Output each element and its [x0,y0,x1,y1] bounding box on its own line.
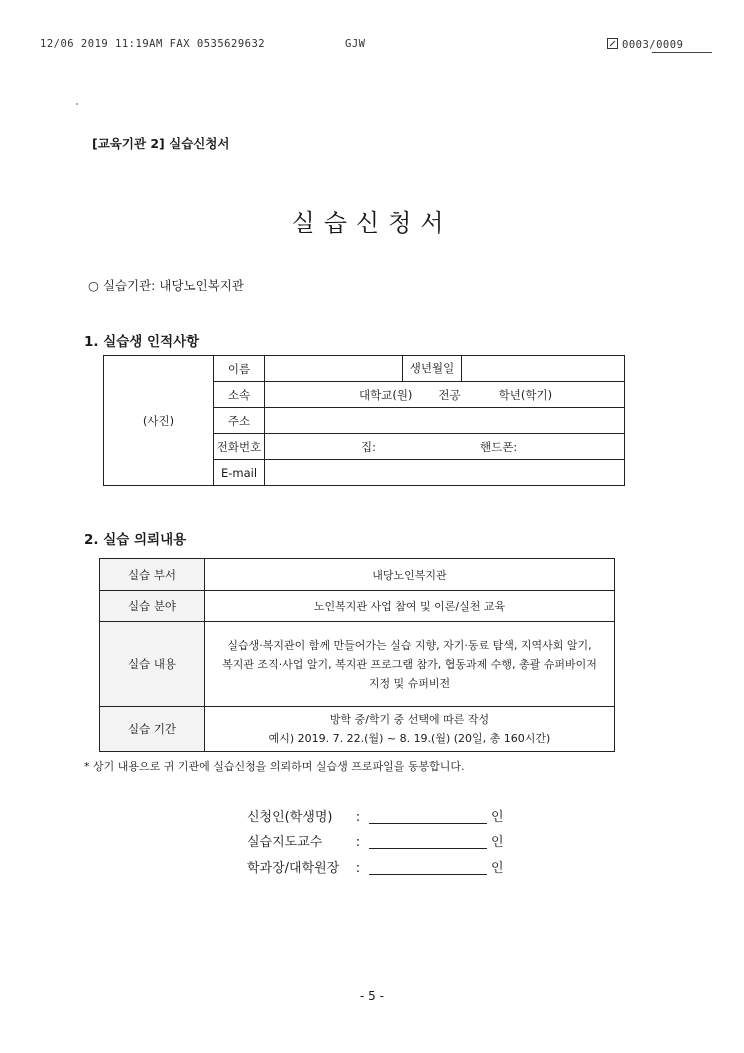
signature-line[interactable] [369,834,487,849]
fax-page-icon [607,38,618,49]
page-title: 실습신청서 [291,209,453,237]
period-label: 실습 기간 [100,707,205,752]
signature-dean [247,857,504,876]
content-line: 실습생·복지관이 함께 만들어가는 실습 지향, 자기·동료 탐색, 지역사회 알기, [227,638,592,652]
address-value[interactable] [265,408,625,434]
content-line: 복지관 조직·사업 알기, 복지관 프로그램 참가, 협동과제 수행, 총괄 슈퍼바이저 [222,657,597,671]
signature-colon: : [355,835,361,850]
institution-line: ○ 실습기관: 내당노인복지관 [88,278,244,293]
period-line: 예시) 2019. 7. 22.(월) ~ 8. 19.(월) (20일, 총 160시간) [268,732,551,745]
grade-label: 학년(학기) [498,387,553,402]
fax-header-page [607,38,683,51]
section1-heading: 1. 실습생 인적사항 [84,334,200,350]
signature-advisor [247,831,504,850]
signature-line[interactable] [369,809,487,824]
signature-colon: : [355,810,361,825]
dept-value: 내당노인복지관 [205,559,615,591]
seal-mark: 인 [491,835,504,850]
home-label: 집: [361,439,376,454]
name-value[interactable] [265,356,403,381]
signature-label: 학과장/대학원장 [247,861,340,876]
affiliation-label: 소속 [214,382,265,408]
dept-label: 실습 부서 [100,559,205,591]
fax-header-middle: GJW [345,38,366,50]
signature-line[interactable] [369,860,487,875]
fax-underline [652,52,712,53]
seal-mark: 인 [491,861,504,876]
section2-heading: 2. 실습 의뢰내용 [84,532,187,548]
signature-colon: : [355,861,361,876]
content-line: 지정 및 슈퍼비전 [368,676,451,690]
mobile-label: 핸드폰: [479,439,518,454]
affiliation-value[interactable] [265,382,625,408]
content-value [205,622,615,707]
scan-speck [76,103,78,105]
phone-label: 전화번호 [214,434,265,460]
fax-page-number: 0003/0009 [622,39,684,51]
field-label: 실습 분야 [100,591,205,622]
period-line: 방학 중/학기 중 선택에 따른 작성 [329,713,490,726]
period-value [205,707,615,752]
student-info-table [103,355,625,486]
signature-label: 신청인(학생명) [247,810,333,825]
email-value[interactable] [265,460,625,486]
fax-header-left: 12/06 2019 11:19AM FAX 0535629632 [40,38,266,50]
content-label: 실습 내용 [100,622,205,707]
page-number: - 5 - [360,989,384,1003]
univ-label: 대학교(원) [359,387,413,402]
header-tag: [교육기관 2] 실습신청서 [92,136,230,151]
major-label: 전공 [438,387,461,402]
email-label: E-mail [214,460,265,486]
signature-applicant [247,806,504,825]
address-label: 주소 [214,408,265,434]
seal-mark: 인 [491,810,504,825]
request-table [99,558,615,752]
name-label: 이름 [214,356,265,382]
request-note: * 상기 내용으로 귀 기관에 실습신청을 의뢰하며 실습생 프로파일을 동봉합니다. [84,760,465,773]
phone-value[interactable] [265,434,625,460]
name-birth-cell [265,356,625,382]
birth-value[interactable] [462,356,624,381]
photo-cell: (사진) [104,356,214,486]
birth-label: 생년월일 [403,356,462,381]
signature-label: 실습지도교수 [247,835,323,850]
field-value: 노인복지관 사업 참여 및 이론/실천 교육 [205,591,615,622]
